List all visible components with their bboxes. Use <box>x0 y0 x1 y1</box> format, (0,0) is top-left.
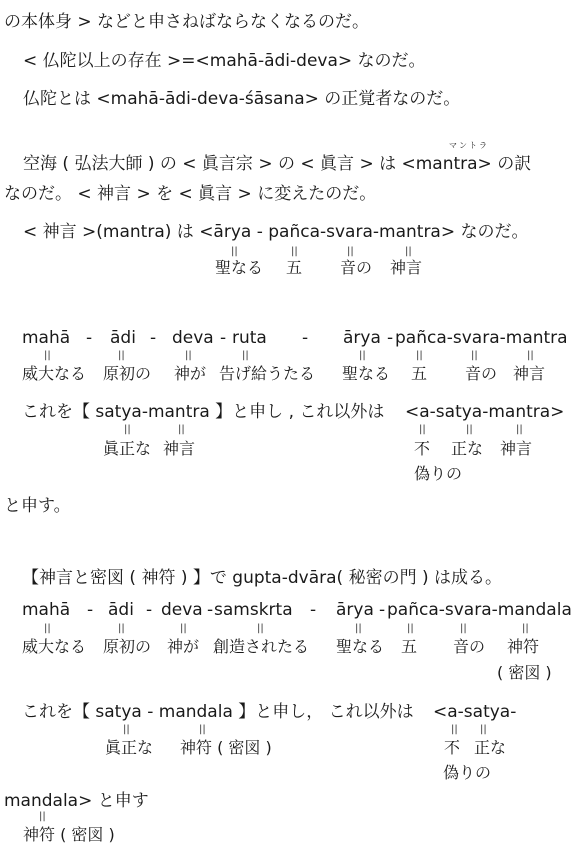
gloss-word: 神言 <box>390 258 423 277</box>
gloss-word: 眞正な <box>105 738 154 757</box>
sanskrit-hyphen: - <box>150 328 157 348</box>
text-line-9: mandala> と申す <box>4 791 149 811</box>
gloss-word: 不 <box>444 738 461 757</box>
sanskrit-hyphen: - <box>379 600 386 620</box>
equals-mark: || <box>471 350 478 361</box>
text-line-2: < 仏陀以上の存在 >=<mahā-ādi-deva> なのだ。 <box>23 51 426 71</box>
sanskrit-word: deva <box>172 328 214 348</box>
equals-mark: || <box>416 350 423 361</box>
equals-mark: || <box>118 350 125 361</box>
gloss-word: 神符 <box>507 637 540 656</box>
sanskrit-hyphen: - <box>220 328 227 348</box>
gloss-word: 神言 <box>513 364 546 383</box>
sanskrit-word: ādi <box>110 328 136 348</box>
equals-mark: || <box>480 724 487 735</box>
gloss-word: 神符 ( 密図 ) <box>180 738 272 757</box>
equals-mark: || <box>291 246 298 257</box>
sanskrit-word: ādi <box>108 600 134 620</box>
gloss-word: 聖なる <box>342 364 391 383</box>
text-a-satya-mantra: <a-satya-mantra> <box>405 402 565 422</box>
equals-mark: || <box>347 246 354 257</box>
equals-mark: || <box>180 623 187 634</box>
gloss-word: 音の <box>465 364 498 383</box>
sanskrit-word: pañca-svara-mandala <box>387 600 572 620</box>
sanskrit-word: ruta <box>232 328 267 348</box>
gloss-word: 神が <box>167 637 200 656</box>
text-line-7: と申す。 <box>4 496 71 516</box>
equals-mark: || <box>522 623 529 634</box>
equals-mark: || <box>39 811 46 822</box>
gloss-word: ( 密図 ) <box>497 663 552 682</box>
gloss-word: 偽りの <box>414 464 463 483</box>
equals-mark: || <box>242 350 249 361</box>
sanskrit-hyphen: - <box>146 600 153 620</box>
equals-mark: || <box>44 350 51 361</box>
text-line-satya-mantra: これを【 satya-mantra 】と申し , これ以外は <box>22 402 385 422</box>
equals-mark: || <box>527 350 534 361</box>
gloss-word: 五 <box>411 364 428 383</box>
sanskrit-hyphen: - <box>87 600 94 620</box>
text-line-4: 空海 ( 弘法大師 ) の < 眞言宗 > の < 眞言 > は <mantra> の訳 <box>23 154 532 174</box>
text-line-1: の本体身 > などと申さねばならなくなるのだ。 <box>4 12 370 32</box>
gloss-word: 威大なる <box>22 364 87 383</box>
equals-mark: || <box>451 724 458 735</box>
equals-mark: || <box>466 424 473 435</box>
gloss-word: 眞正な <box>103 439 152 458</box>
gloss-word: 神言 <box>500 439 533 458</box>
ruby-mantra: マントラ <box>449 141 489 150</box>
equals-mark: || <box>118 623 125 634</box>
text-a-satya: <a-satya- <box>433 702 517 722</box>
equals-mark: || <box>199 724 206 735</box>
text-line-6: < 神言 >(mantra) は <ārya - pañca-svara-mantra> なのだ。 <box>23 222 529 242</box>
equals-mark: || <box>257 623 264 634</box>
gloss-word: 五 <box>401 637 418 656</box>
sanskrit-hyphen: - <box>86 328 93 348</box>
sanskrit-word: mahā <box>22 600 71 620</box>
equals-mark: || <box>231 246 238 257</box>
equals-mark: || <box>359 350 366 361</box>
sanskrit-word: ārya <box>336 600 374 620</box>
equals-mark: || <box>419 424 426 435</box>
gloss-word: 神言 <box>163 439 196 458</box>
sanskrit-hyphen: - <box>387 328 394 348</box>
sanskrit-hyphen: - <box>310 600 317 620</box>
equals-mark: || <box>355 623 362 634</box>
gloss-word: 告げ給うたる <box>219 364 316 383</box>
gloss-word: 神符 ( 密図 ) <box>23 825 115 844</box>
sanskrit-word: ārya <box>343 328 381 348</box>
gloss-word: 聖なる <box>336 637 385 656</box>
gloss-word: 創造されたる <box>213 637 310 656</box>
equals-mark: || <box>405 246 412 257</box>
gloss-word: 原初の <box>103 637 152 656</box>
equals-mark: || <box>44 623 51 634</box>
text-line-3: 仏陀とは <mahā-ādi-deva-śāsana> の正覚者なのだ。 <box>23 89 461 109</box>
gloss-word: 聖なる <box>215 258 264 277</box>
gloss-word: 神が <box>174 364 207 383</box>
gloss-word: 音の <box>453 637 486 656</box>
equals-mark: || <box>124 424 131 435</box>
equals-mark: || <box>185 350 192 361</box>
sanskrit-word: mahā <box>22 328 71 348</box>
gloss-word: 不 <box>414 439 431 458</box>
gloss-word: 五 <box>286 258 303 277</box>
text-line-satya-mandala: これを【 satya - mandala 】と申し， これ以外は <box>22 702 414 722</box>
sanskrit-word: deva <box>161 600 203 620</box>
text-line-5: なのだ。 < 神言 > を < 眞言 > に変えたのだ。 <box>4 184 377 204</box>
gloss-word: 偽りの <box>443 763 492 782</box>
sanskrit-word: samskrta <box>214 600 293 620</box>
gloss-word: 正な <box>474 738 507 757</box>
gloss-word: 音の <box>340 258 373 277</box>
gloss-word: 原初の <box>103 364 152 383</box>
equals-mark: || <box>460 623 467 634</box>
text-line-8: 【神言と密図 ( 神符 ) 】で gupta-dvāra( 秘密の門 ) は成る。 <box>22 568 503 588</box>
equals-mark: || <box>516 424 523 435</box>
gloss-word: 威大なる <box>22 637 87 656</box>
sanskrit-hyphen: - <box>207 600 214 620</box>
gloss-word: 正な <box>451 439 484 458</box>
sanskrit-word: pañca-svara-mantra <box>395 328 568 348</box>
sanskrit-hyphen: - <box>302 328 309 348</box>
equals-mark: || <box>178 424 185 435</box>
equals-mark: || <box>407 623 414 634</box>
equals-mark: || <box>123 724 130 735</box>
